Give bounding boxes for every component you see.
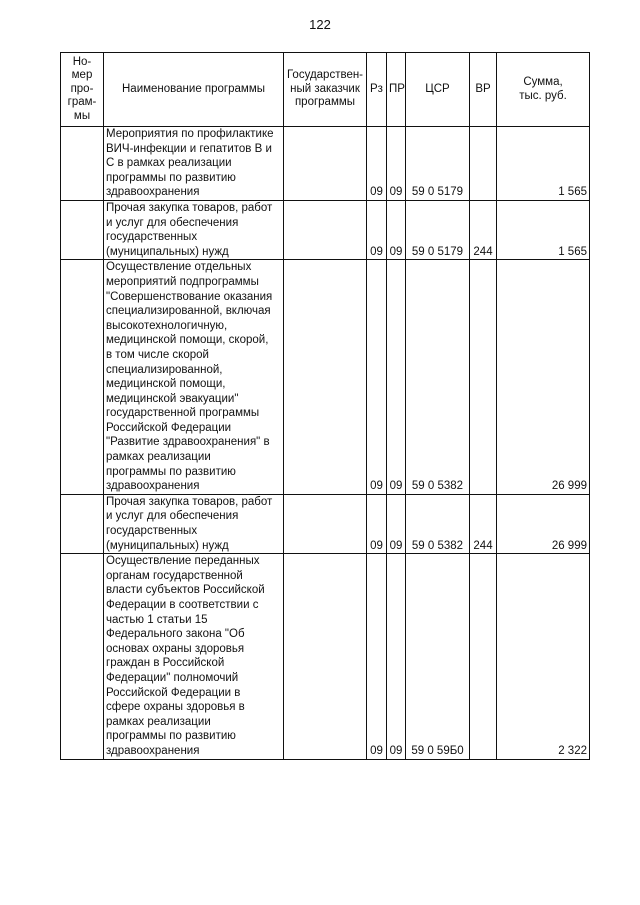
program-name-line: здравоохранения	[106, 480, 200, 493]
cell-program-name	[104, 200, 284, 259]
header-csr: ЦСР	[406, 53, 470, 127]
header-row	[61, 53, 590, 127]
cell-program-name	[104, 554, 284, 759]
program-name-line: Российской Федерации в	[106, 686, 241, 699]
table-row	[61, 200, 590, 259]
program-name-line: государственных	[106, 231, 198, 244]
cell-sum: 1 565	[497, 127, 590, 201]
program-name-line: программы по развитию	[106, 171, 236, 184]
cell-vr	[470, 127, 497, 201]
cell-sum: 2 322	[497, 554, 590, 759]
cell-program-number	[61, 200, 104, 259]
cell-rz: 09	[367, 260, 387, 495]
cell-pr: 09	[387, 127, 406, 201]
cell-pr: 09	[387, 200, 406, 259]
program-name-line: государственных	[106, 525, 198, 538]
header-pr: ПР	[387, 53, 406, 127]
cell-state-customer	[284, 554, 367, 759]
program-name-line: Российской Федерации	[106, 421, 232, 434]
cell-program-number	[61, 554, 104, 759]
cell-state-customer	[284, 260, 367, 495]
program-name-line: Федерации" полномочий	[106, 671, 239, 684]
header-sum: Сумма, тыс. руб.	[497, 53, 590, 127]
header-rz: Рз	[367, 53, 387, 127]
program-name-line: "Развитие здравоохранения" в	[106, 436, 270, 449]
cell-program-name	[104, 127, 284, 201]
program-budget-table	[60, 52, 590, 760]
program-name-line: Прочая закупка товаров, работ	[106, 495, 273, 508]
program-name-line: Осуществление отдельных	[106, 261, 252, 274]
program-name-line: сфере охраны здоровья в	[106, 701, 245, 714]
table-row	[61, 554, 590, 759]
cell-pr: 09	[387, 494, 406, 553]
cell-program-number	[61, 127, 104, 201]
cell-rz: 09	[367, 200, 387, 259]
cell-program-name	[104, 494, 284, 553]
cell-program-number	[61, 494, 104, 553]
program-name-line: программы по развитию	[106, 730, 236, 743]
program-name-line: рамках реализации	[106, 451, 211, 464]
program-name-line: специализированной, включая	[106, 305, 271, 318]
header-program-number: Но- мер про- грам- мы	[61, 53, 104, 127]
program-name-line: Федерации в соответствии с	[106, 599, 259, 611]
program-name-line: специализированной,	[106, 363, 223, 376]
cell-vr	[470, 260, 497, 495]
cell-sum: 26 999	[497, 494, 590, 553]
program-name-line: (муниципальных) нужд	[106, 539, 229, 552]
program-name-line: Прочая закупка товаров, работ	[106, 201, 273, 214]
program-name-line: высокотехнологичную,	[106, 319, 228, 332]
cell-csr: 59 0 5179	[406, 127, 470, 201]
program-name-line: ВИЧ-инфекции и гепатитов В и	[106, 142, 272, 155]
cell-pr: 09	[387, 260, 406, 495]
program-name-line: в том числе скорой	[106, 348, 209, 361]
program-name-line: основах охраны здоровья	[106, 642, 245, 655]
cell-state-customer	[284, 200, 367, 259]
header-state-customer: Государствен- ный заказчик программы	[284, 53, 367, 127]
cell-vr: 244	[470, 494, 497, 553]
program-name-line: частью 1 статьи 15	[106, 613, 208, 626]
table-body	[61, 127, 590, 760]
program-name-line: (муниципальных) нужд	[106, 245, 229, 258]
cell-rz: 09	[367, 554, 387, 759]
table-row	[61, 494, 590, 553]
program-name-line: медицинской эвакуации"	[106, 392, 239, 405]
cell-csr: 59 0 5179	[406, 200, 470, 259]
program-name-line: С в рамках реализации	[106, 157, 232, 170]
header-program-name: Наименование программы	[104, 53, 284, 127]
program-name-line: здравоохранения	[106, 744, 200, 757]
program-name-line: здравоохранения	[106, 186, 200, 199]
program-name-line: органам государственной	[106, 569, 243, 582]
cell-vr	[470, 554, 497, 759]
program-name-line: власти субъектов Российской	[106, 584, 265, 597]
table-row	[61, 127, 590, 201]
program-name-line: мероприятий подпрограммы	[106, 275, 259, 288]
program-name-line: Федерального закона "Об	[106, 628, 245, 641]
cell-pr: 09	[387, 554, 406, 759]
cell-state-customer	[284, 127, 367, 201]
program-name-line: рамках реализации	[106, 715, 211, 728]
program-name-line: программы по развитию	[106, 465, 236, 478]
program-name-line: и услуг для обеспечения	[106, 510, 239, 523]
program-name-line: медицинской помощи,	[106, 378, 226, 391]
program-name-line: граждан в Российской	[106, 657, 225, 670]
table-row	[61, 260, 590, 495]
cell-csr: 59 0 5382	[406, 260, 470, 495]
cell-csr: 59 0 5382	[406, 494, 470, 553]
program-name-line: государственной программы	[106, 407, 260, 420]
program-name-line: и услуг для обеспечения	[106, 216, 239, 229]
program-name-line: "Совершенствование оказания	[106, 290, 273, 303]
cell-sum: 26 999	[497, 260, 590, 495]
header-vr: ВР	[470, 53, 497, 127]
cell-program-number	[61, 260, 104, 495]
cell-csr: 59 0 59Б0	[406, 554, 470, 759]
cell-program-name	[104, 260, 284, 495]
program-name-line: медицинской помощи, скорой,	[106, 334, 269, 347]
cell-rz: 09	[367, 127, 387, 201]
program-name-line: Мероприятия по профилактике	[106, 128, 274, 140]
cell-sum: 1 565	[497, 200, 590, 259]
page-number: 122	[309, 17, 331, 32]
cell-rz: 09	[367, 494, 387, 553]
program-name-line: Осуществление переданных	[106, 555, 260, 568]
cell-state-customer	[284, 494, 367, 553]
cell-vr: 244	[470, 200, 497, 259]
